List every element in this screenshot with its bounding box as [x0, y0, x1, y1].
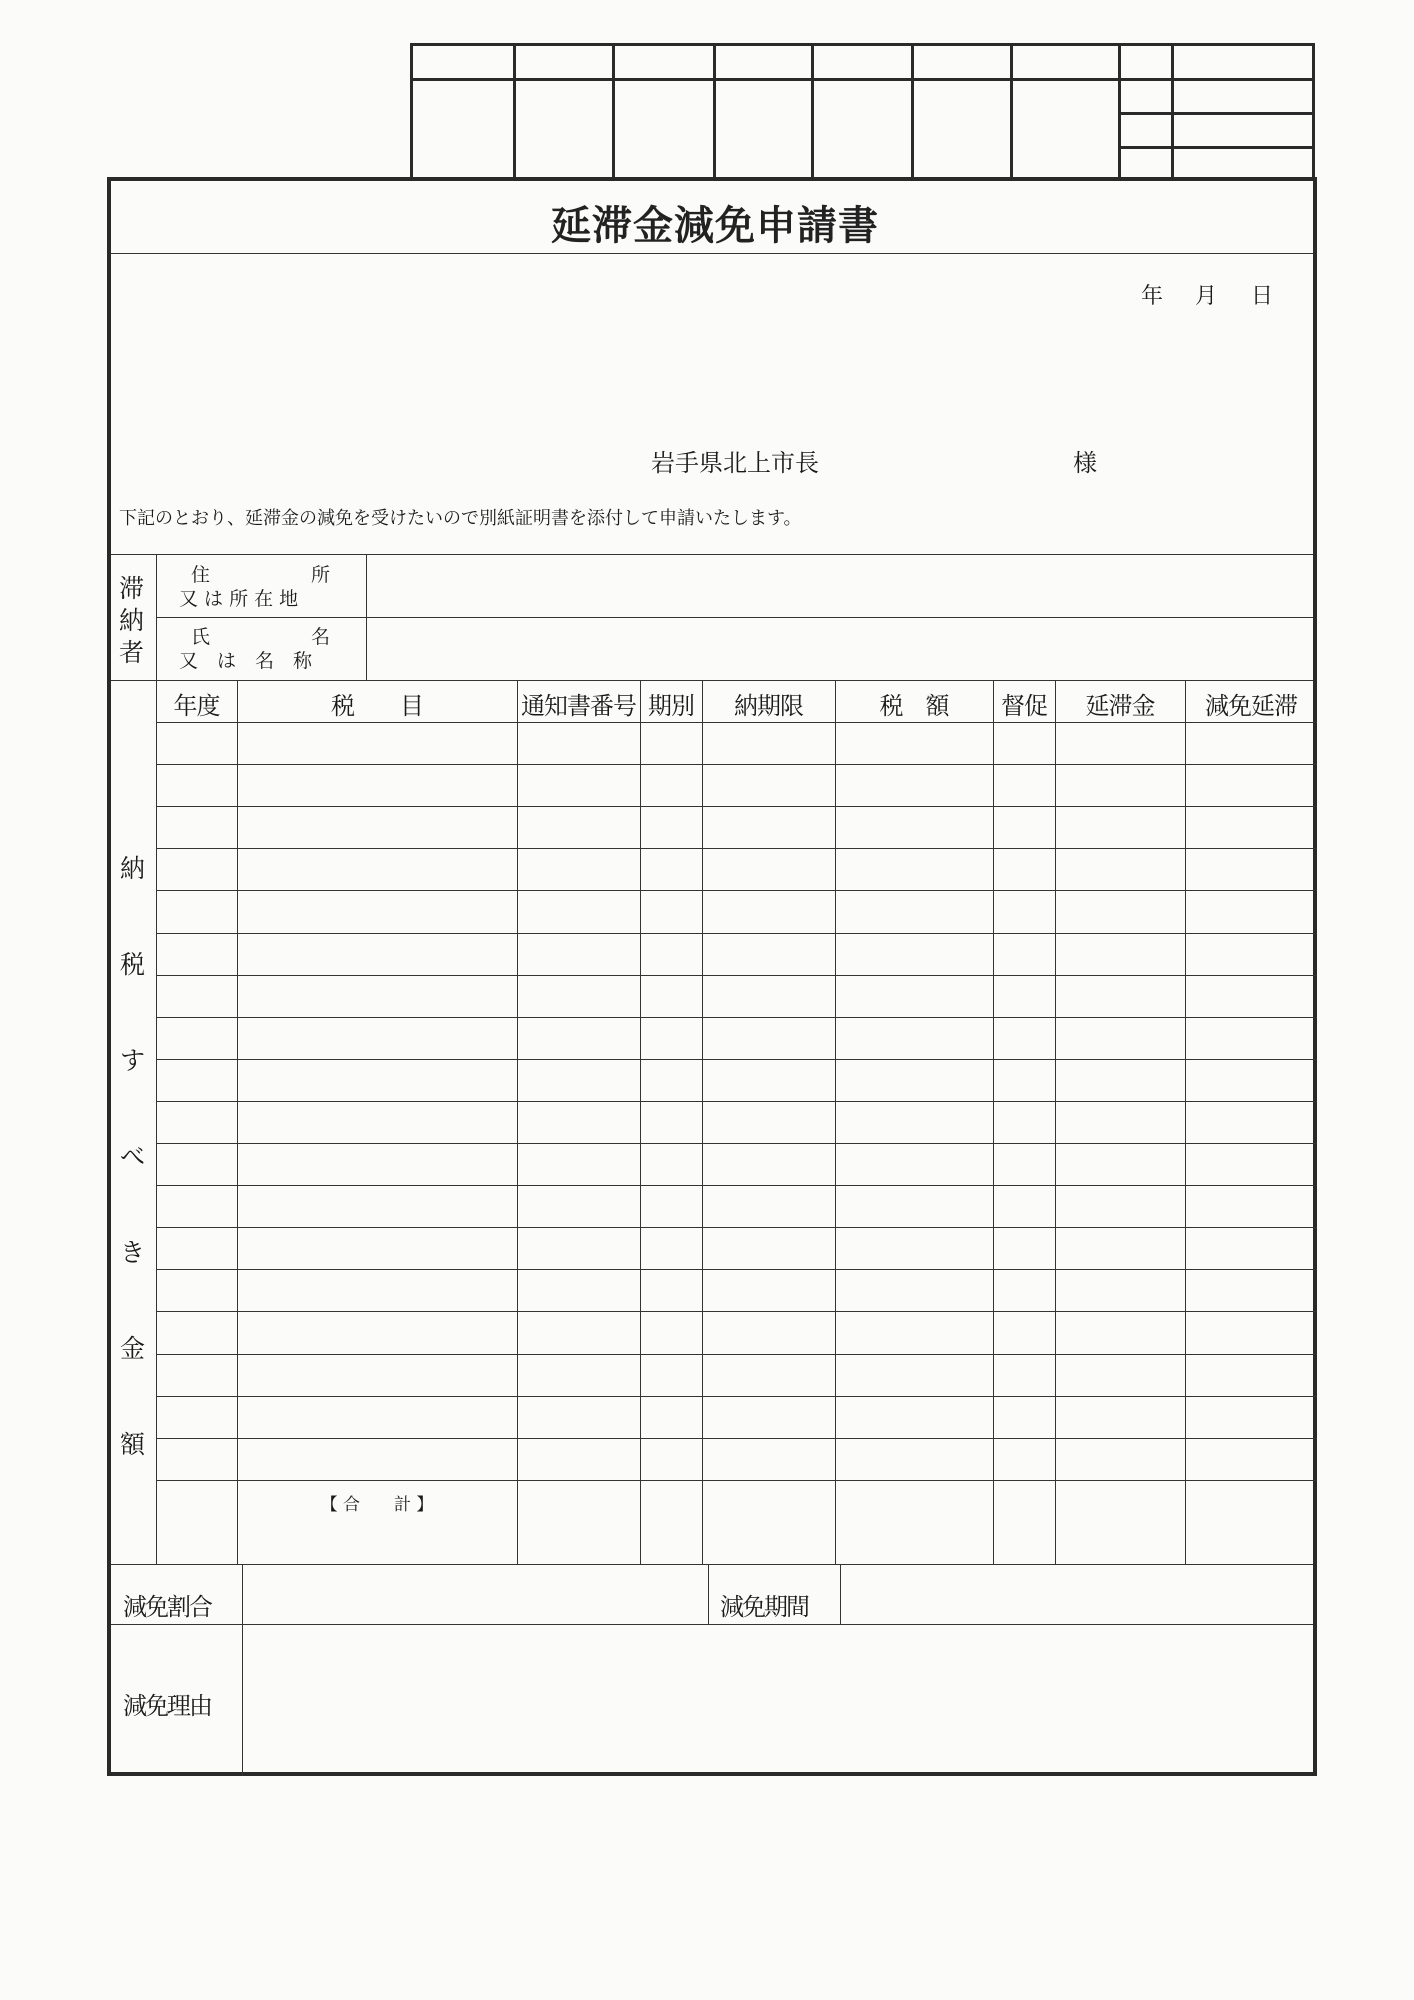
- table-cell[interactable]: [643, 1062, 699, 1098]
- table-cell[interactable]: [996, 1146, 1052, 1182]
- total-cell[interactable]: [159, 1483, 234, 1519]
- tax-table: [156, 680, 1317, 1564]
- table-cell[interactable]: [643, 1104, 699, 1140]
- table-cell[interactable]: [996, 1020, 1052, 1056]
- table-cell[interactable]: [240, 1441, 514, 1477]
- table-cell[interactable]: [240, 1188, 514, 1224]
- reduction-period-label: 減免期間: [720, 1593, 808, 1621]
- table-cell[interactable]: [705, 1104, 832, 1140]
- table-cell[interactable]: [1058, 1314, 1182, 1350]
- table-cell[interactable]: [643, 1357, 699, 1393]
- address-divider: [156, 617, 1313, 618]
- reception-grid-divider: [413, 78, 1312, 81]
- table-cell[interactable]: [240, 809, 514, 845]
- address-field[interactable]: [373, 559, 1313, 611]
- table-cell[interactable]: [159, 1357, 234, 1393]
- reduction-reason-field[interactable]: [247, 1627, 1313, 1771]
- column-header: 通知書番号: [521, 692, 636, 720]
- column-header: 税 目: [331, 692, 423, 720]
- table-cell[interactable]: [520, 1020, 637, 1056]
- table-cell[interactable]: [1058, 893, 1182, 929]
- table-cell[interactable]: [705, 1188, 832, 1224]
- reduction-ratio-label: 減免割合: [123, 1593, 211, 1621]
- table-cell[interactable]: [1058, 936, 1182, 972]
- table-cell[interactable]: [643, 767, 699, 803]
- table-cell[interactable]: [520, 1146, 637, 1182]
- table-cell[interactable]: [838, 809, 990, 845]
- table-cell[interactable]: [1058, 978, 1182, 1014]
- table-cell[interactable]: [1188, 1230, 1314, 1266]
- table-cell[interactable]: [996, 978, 1052, 1014]
- delinquent-label-char: 納: [119, 606, 145, 635]
- table-cell[interactable]: [159, 1104, 234, 1140]
- table-cell[interactable]: [838, 1104, 990, 1140]
- address-label-line2: 又 は 所 在 地: [179, 588, 299, 610]
- column-divider: [640, 680, 641, 1564]
- table-cell[interactable]: [1058, 1020, 1182, 1056]
- table-cell[interactable]: [838, 1230, 990, 1266]
- title-divider: [111, 253, 1313, 254]
- table-cell[interactable]: [1188, 725, 1314, 761]
- table-cell[interactable]: [705, 1399, 832, 1435]
- row-divider: [156, 1438, 1317, 1439]
- date-month-label: 月: [1195, 284, 1218, 309]
- table-cell[interactable]: [1058, 1104, 1182, 1140]
- ratio-divider: [111, 1624, 1313, 1625]
- table-cell[interactable]: [1188, 1272, 1314, 1308]
- address-label-a: 住: [191, 564, 211, 586]
- table-cell[interactable]: [1058, 1272, 1182, 1308]
- period-label-left-divider: [708, 1564, 709, 1624]
- table-cell[interactable]: [705, 893, 832, 929]
- table-cell[interactable]: [996, 1314, 1052, 1350]
- table-cell[interactable]: [996, 893, 1052, 929]
- table-cell[interactable]: [1058, 1062, 1182, 1098]
- honorific: 様: [1073, 449, 1097, 477]
- table-cell[interactable]: [996, 767, 1052, 803]
- table-cell[interactable]: [159, 936, 234, 972]
- table-cell[interactable]: [159, 978, 234, 1014]
- table-cell[interactable]: [520, 767, 637, 803]
- statement-divider: [111, 554, 1313, 555]
- table-cell[interactable]: [705, 1020, 832, 1056]
- table-cell[interactable]: [1188, 1399, 1314, 1435]
- bottom-label-divider: [242, 1564, 243, 1776]
- table-cell[interactable]: [1188, 1062, 1314, 1098]
- table-cell[interactable]: [705, 1230, 832, 1266]
- application-statement: 下記のとおり、延滞金の減免を受けたいので別紙証明書を添付して申請いたします。: [119, 508, 802, 529]
- table-cell[interactable]: [838, 851, 990, 887]
- table-cell[interactable]: [838, 1441, 990, 1477]
- table-cell[interactable]: [996, 1188, 1052, 1224]
- total-cell[interactable]: [520, 1483, 637, 1519]
- table-cell[interactable]: [240, 936, 514, 972]
- table-cell[interactable]: [240, 893, 514, 929]
- table-cell[interactable]: [705, 767, 832, 803]
- row-divider: [156, 1354, 1317, 1355]
- table-cell[interactable]: [996, 1441, 1052, 1477]
- row-divider: [156, 933, 1317, 934]
- table-cell[interactable]: [838, 893, 990, 929]
- total-cell[interactable]: [996, 1483, 1052, 1519]
- table-cell[interactable]: [705, 725, 832, 761]
- table-cell[interactable]: [1058, 767, 1182, 803]
- total-cell[interactable]: [838, 1483, 990, 1519]
- table-cell[interactable]: [520, 978, 637, 1014]
- column-divider: [1055, 680, 1056, 1564]
- row-divider: [156, 848, 1317, 849]
- table-cell[interactable]: [1188, 1314, 1314, 1350]
- table-cell[interactable]: [643, 1188, 699, 1224]
- side-label-char: 額: [120, 1430, 146, 1459]
- table-cell[interactable]: [838, 978, 990, 1014]
- table-cell[interactable]: [159, 767, 234, 803]
- table-cell[interactable]: [838, 1357, 990, 1393]
- row-divider: [156, 1269, 1317, 1270]
- table-cell[interactable]: [996, 1230, 1052, 1266]
- table-cell[interactable]: [705, 978, 832, 1014]
- table-cell[interactable]: [1188, 936, 1314, 972]
- table-cell[interactable]: [1058, 851, 1182, 887]
- total-cell[interactable]: [1058, 1483, 1182, 1519]
- date-year-label: 年: [1141, 284, 1164, 309]
- addressee: 岩手県北上市長: [651, 449, 819, 477]
- table-cell[interactable]: [705, 1062, 832, 1098]
- reduction-period-field[interactable]: [845, 1567, 1313, 1623]
- table-cell[interactable]: [159, 1230, 234, 1266]
- delinquent-label-char: 者: [119, 638, 145, 667]
- row-divider: [156, 1059, 1317, 1060]
- table-cell[interactable]: [1058, 1188, 1182, 1224]
- column-header: 減免延滞: [1205, 692, 1297, 720]
- address-label-b: 所: [311, 564, 331, 586]
- table-cell[interactable]: [240, 725, 514, 761]
- table-cell[interactable]: [996, 936, 1052, 972]
- side-label-char: き: [120, 1238, 146, 1267]
- row-divider: [156, 806, 1317, 807]
- table-cell[interactable]: [240, 1062, 514, 1098]
- table-cell[interactable]: [643, 1230, 699, 1266]
- table-cell[interactable]: [159, 1062, 234, 1098]
- table-cell[interactable]: [643, 1020, 699, 1056]
- row-divider: [156, 1480, 1317, 1481]
- table-cell[interactable]: [1058, 725, 1182, 761]
- reception-grid-col: [811, 46, 814, 177]
- table-cell[interactable]: [240, 767, 514, 803]
- table-cell[interactable]: [705, 809, 832, 845]
- column-divider: [1185, 680, 1186, 1564]
- table-cell[interactable]: [643, 1146, 699, 1182]
- column-header: 延滞金: [1085, 692, 1155, 720]
- table-cell[interactable]: [240, 1020, 514, 1056]
- table-cell[interactable]: [520, 893, 637, 929]
- table-cell[interactable]: [520, 1399, 637, 1435]
- reduction-reason-label: 減免理由: [123, 1692, 211, 1720]
- table-cell[interactable]: [1058, 1146, 1182, 1182]
- table-cell[interactable]: [520, 809, 637, 845]
- table-cell[interactable]: [643, 1399, 699, 1435]
- table-cell[interactable]: [159, 1399, 234, 1435]
- table-cell[interactable]: [838, 1188, 990, 1224]
- table-cell[interactable]: [705, 1272, 832, 1308]
- table-cell[interactable]: [1188, 978, 1314, 1014]
- side-label-char: 金: [120, 1334, 146, 1363]
- table-cell[interactable]: [996, 1357, 1052, 1393]
- table-cell[interactable]: [1058, 1357, 1182, 1393]
- row-divider: [156, 890, 1317, 891]
- table-cell[interactable]: [159, 893, 234, 929]
- table-cell[interactable]: [996, 851, 1052, 887]
- table-cell[interactable]: [838, 936, 990, 972]
- table-cell[interactable]: [838, 725, 990, 761]
- table-cell[interactable]: [520, 1272, 637, 1308]
- table-cell[interactable]: [240, 1272, 514, 1308]
- table-cell[interactable]: [1188, 1441, 1314, 1477]
- table-cell[interactable]: [838, 1399, 990, 1435]
- table-cell[interactable]: [159, 1272, 234, 1308]
- table-cell[interactable]: [520, 851, 637, 887]
- column-header: 督促: [1001, 692, 1047, 720]
- table-cell[interactable]: [159, 1188, 234, 1224]
- table-cell[interactable]: [240, 978, 514, 1014]
- name-label-a: 氏: [191, 626, 211, 648]
- reception-grid-divider: [1118, 112, 1312, 115]
- header-divider: [156, 722, 1317, 723]
- table-cell[interactable]: [996, 725, 1052, 761]
- table-cell[interactable]: [240, 1357, 514, 1393]
- table-cell[interactable]: [705, 1357, 832, 1393]
- table-cell[interactable]: [520, 1441, 637, 1477]
- table-cell[interactable]: [240, 1104, 514, 1140]
- row-divider: [156, 975, 1317, 976]
- table-cell[interactable]: [643, 1272, 699, 1308]
- row-divider: [156, 764, 1317, 765]
- row-divider: [156, 1227, 1317, 1228]
- table-cell[interactable]: [520, 1104, 637, 1140]
- table-cell[interactable]: [838, 1062, 990, 1098]
- column-header: 納期限: [734, 692, 803, 720]
- row-divider: [156, 1017, 1317, 1018]
- table-cell[interactable]: [520, 725, 637, 761]
- row-divider: [156, 1143, 1317, 1144]
- column-header: 期別: [648, 692, 694, 720]
- table-cell[interactable]: [1188, 1104, 1314, 1140]
- name-label-b: 名: [311, 626, 331, 648]
- table-cell[interactable]: [643, 725, 699, 761]
- form-title: 延滞金減免申請書: [551, 203, 879, 249]
- table-cell[interactable]: [159, 1146, 234, 1182]
- table-cell[interactable]: [520, 1357, 637, 1393]
- total-cell[interactable]: [705, 1483, 832, 1519]
- table-cell[interactable]: [240, 1230, 514, 1266]
- table-cell[interactable]: [1188, 809, 1314, 845]
- table-cell[interactable]: [520, 1188, 637, 1224]
- row-divider: [156, 1396, 1317, 1397]
- table-cell[interactable]: [1058, 1441, 1182, 1477]
- column-divider: [517, 680, 518, 1564]
- table-cell[interactable]: [520, 1314, 637, 1350]
- side-label-char: べ: [120, 1142, 146, 1171]
- table-cell[interactable]: [159, 851, 234, 887]
- table-cell[interactable]: [520, 1230, 637, 1266]
- column-header: 税 額: [879, 692, 949, 720]
- column-header: 年度: [173, 692, 220, 720]
- reception-grid-col: [911, 46, 914, 177]
- application-form: [107, 177, 1317, 1776]
- table-cell[interactable]: [705, 1146, 832, 1182]
- table-cell[interactable]: [996, 1062, 1052, 1098]
- table-cell[interactable]: [159, 809, 234, 845]
- tax-amount-side-label: [120, 821, 145, 1493]
- delinquent-label: [119, 573, 144, 669]
- table-cell[interactable]: [996, 1104, 1052, 1140]
- table-cell[interactable]: [159, 1314, 234, 1350]
- table-cell[interactable]: [643, 1314, 699, 1350]
- table-cell[interactable]: [996, 809, 1052, 845]
- table-cell[interactable]: [643, 893, 699, 929]
- table-bottom-divider: [111, 1564, 1313, 1565]
- name-label-line2: 又 は 名 称: [179, 650, 313, 672]
- total-cell[interactable]: [643, 1483, 699, 1519]
- table-cell[interactable]: [643, 1441, 699, 1477]
- side-label-char: 納: [120, 854, 146, 883]
- reception-grid-col: [1010, 46, 1013, 177]
- table-cell[interactable]: [643, 851, 699, 887]
- table-cell[interactable]: [1188, 893, 1314, 929]
- table-cell[interactable]: [838, 1020, 990, 1056]
- column-divider: [237, 680, 238, 1564]
- table-cell[interactable]: [1188, 1357, 1314, 1393]
- table-cell[interactable]: [1058, 809, 1182, 845]
- table-cell[interactable]: [1058, 1230, 1182, 1266]
- table-cell[interactable]: [705, 936, 832, 972]
- row-divider: [156, 1185, 1317, 1186]
- table-cell[interactable]: [520, 1062, 637, 1098]
- reception-grid-col: [612, 46, 615, 177]
- table-cell[interactable]: [838, 1272, 990, 1308]
- table-cell[interactable]: [838, 1314, 990, 1350]
- row-divider: [156, 1311, 1317, 1312]
- reception-grid-col: [713, 46, 716, 177]
- table-cell[interactable]: [1188, 851, 1314, 887]
- table-cell[interactable]: [159, 725, 234, 761]
- column-divider: [702, 680, 703, 1564]
- date-day-label: 日: [1251, 284, 1274, 309]
- table-cell[interactable]: [838, 1146, 990, 1182]
- table-cell[interactable]: [159, 1441, 234, 1477]
- total-cell[interactable]: [1188, 1483, 1314, 1519]
- reception-grid-divider: [1118, 146, 1312, 149]
- reception-grid-col: [513, 46, 516, 177]
- name-field[interactable]: [373, 621, 1313, 677]
- table-cell[interactable]: [159, 1020, 234, 1056]
- table-cell[interactable]: [1188, 767, 1314, 803]
- side-label-char: す: [120, 1046, 146, 1075]
- table-cell[interactable]: [240, 851, 514, 887]
- table-cell[interactable]: [1188, 1146, 1314, 1182]
- table-cell[interactable]: [643, 936, 699, 972]
- table-cell[interactable]: [1058, 1399, 1182, 1435]
- table-cell[interactable]: [996, 1399, 1052, 1435]
- table-cell[interactable]: [996, 1272, 1052, 1308]
- table-cell[interactable]: [705, 851, 832, 887]
- table-cell[interactable]: [240, 1314, 514, 1350]
- table-cell[interactable]: [643, 978, 699, 1014]
- reception-grid: [410, 43, 1315, 177]
- table-cell[interactable]: [838, 767, 990, 803]
- table-cell[interactable]: [705, 1441, 832, 1477]
- period-label-right-divider: [840, 1564, 841, 1624]
- total-label: 【 合 計 】: [320, 1494, 434, 1515]
- table-cell[interactable]: [240, 1399, 514, 1435]
- row-divider: [156, 1101, 1317, 1102]
- table-cell[interactable]: [1188, 1020, 1314, 1056]
- table-cell[interactable]: [240, 1146, 514, 1182]
- column-divider: [835, 680, 836, 1564]
- delinquent-label-char: 滞: [119, 574, 145, 603]
- reduction-ratio-field[interactable]: [247, 1567, 703, 1623]
- table-cell[interactable]: [520, 936, 637, 972]
- column-divider: [993, 680, 994, 1564]
- side-label-char: 税: [120, 950, 146, 979]
- table-cell[interactable]: [705, 1314, 832, 1350]
- table-cell[interactable]: [643, 809, 699, 845]
- table-cell[interactable]: [1188, 1188, 1314, 1224]
